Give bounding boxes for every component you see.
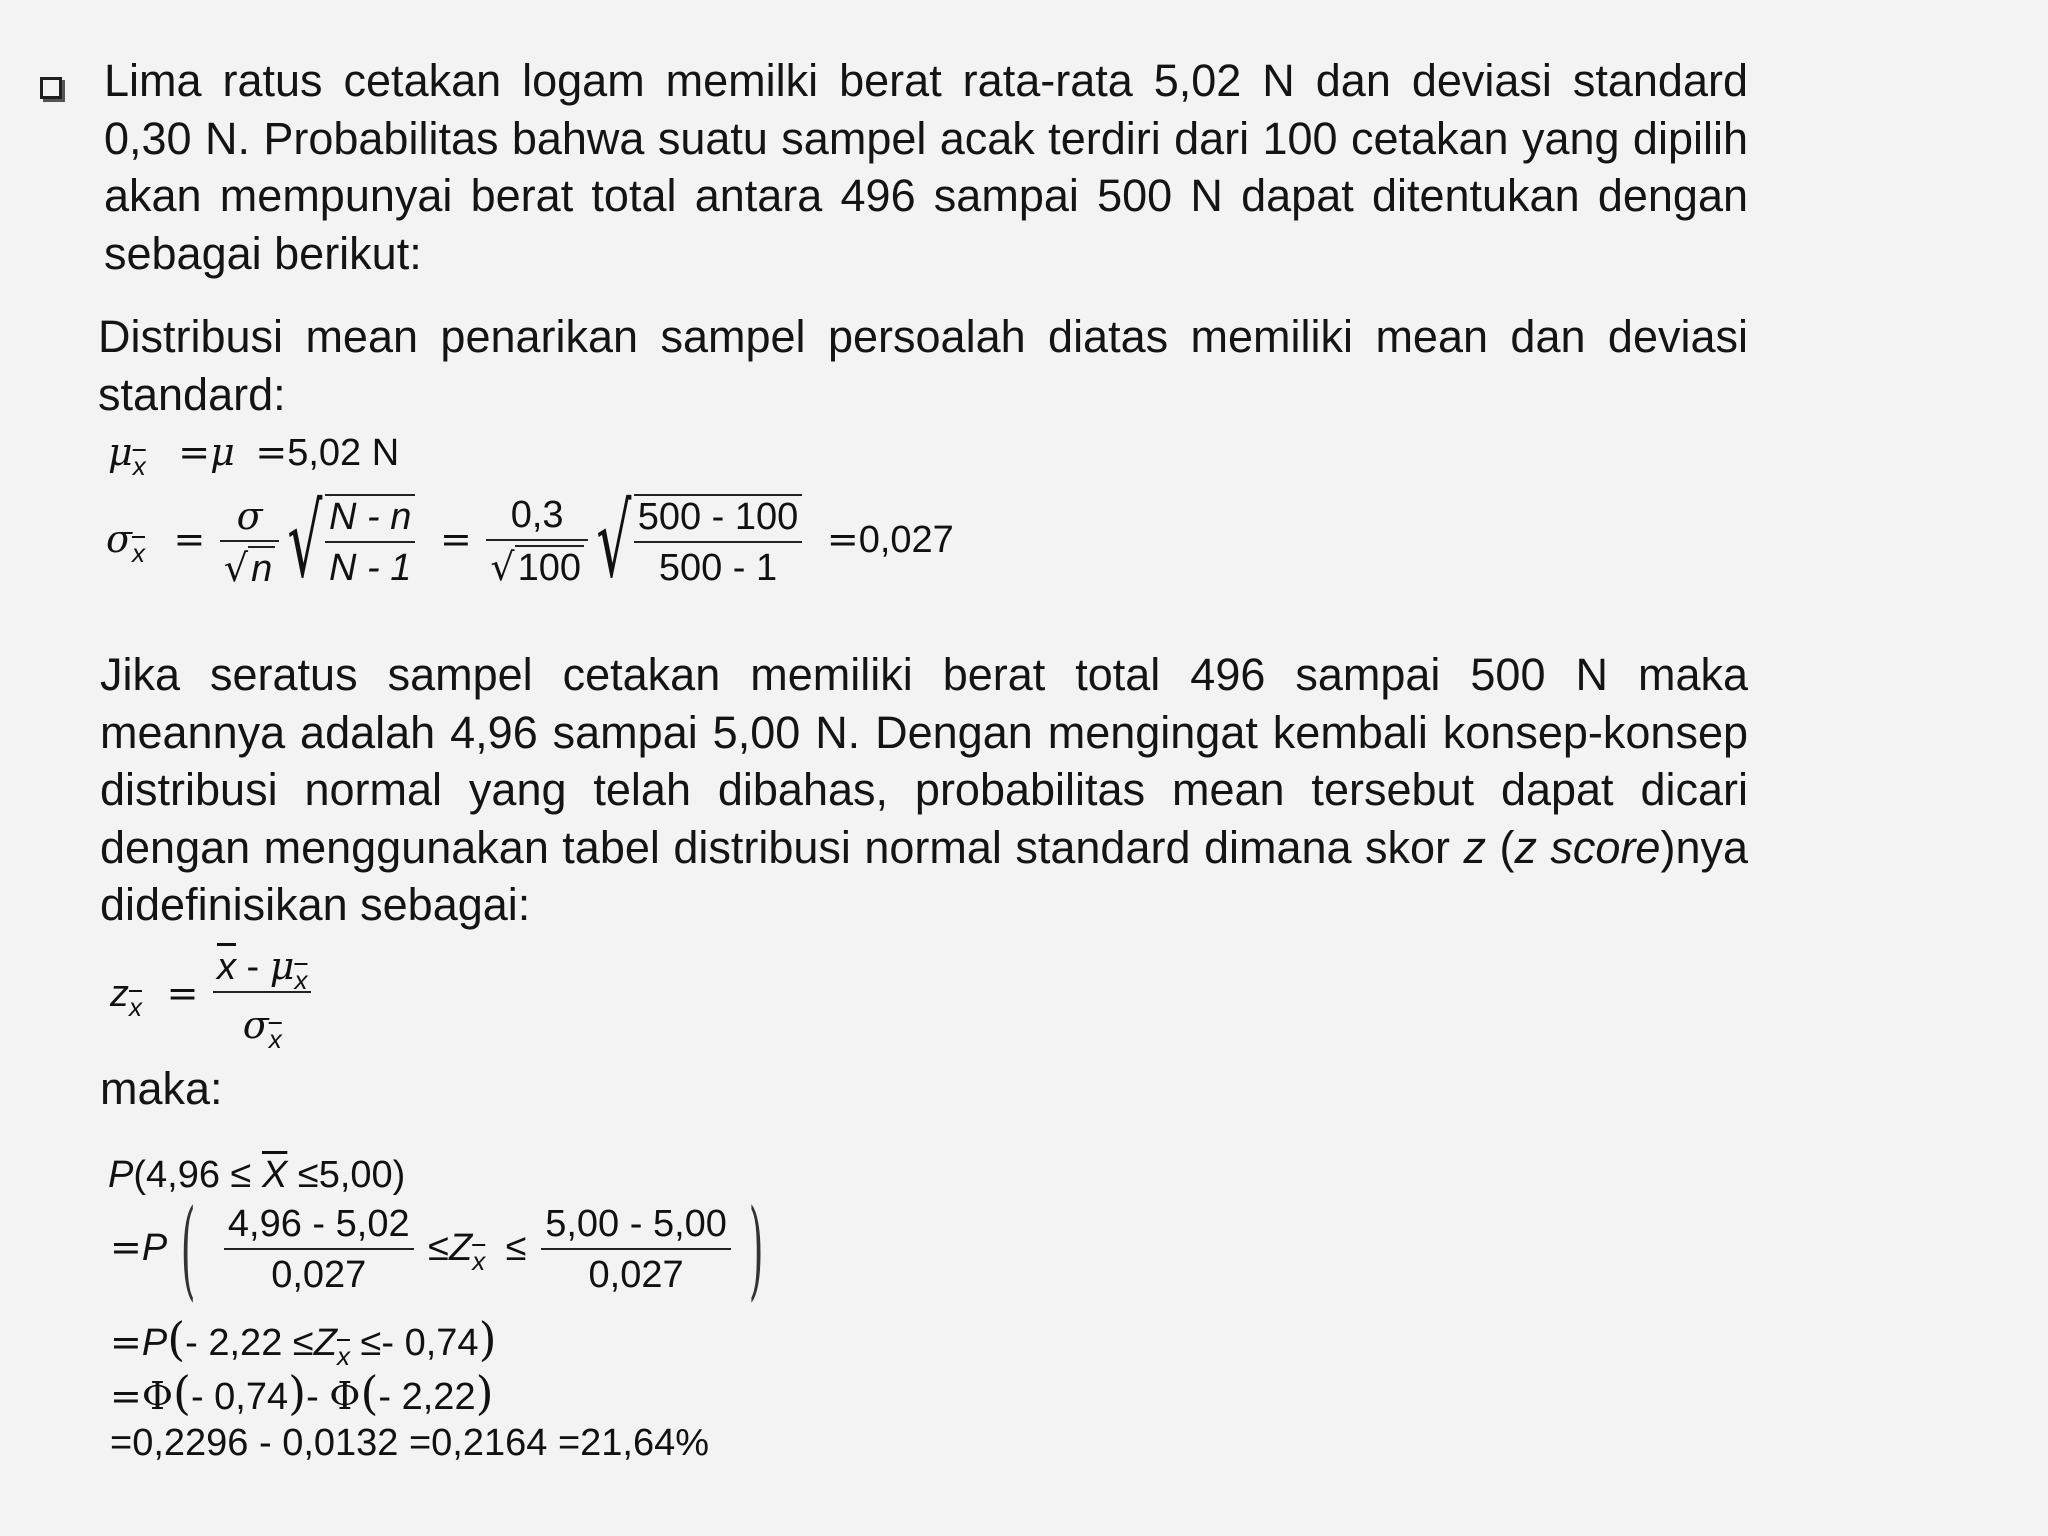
phi-symbol-2: Φ [329, 1374, 361, 1418]
probability-line-4 [110, 1366, 494, 1420]
radical-icon: √ [490, 545, 515, 589]
z-subscript: x [129, 992, 142, 1023]
paragraph-text-end: )nya didefinisikan sebagai: [100, 821, 1748, 930]
probability-line-5: =0,2296 - 0,0132 =0,2164 =21,64% [110, 1422, 710, 1464]
z-score-italic: z score [1514, 821, 1661, 873]
fraction-numerator: 4,96 - 5,02 [224, 1203, 414, 1250]
fraction-denominator: n [248, 546, 275, 591]
sigma-symbol: σ [106, 517, 132, 562]
fraction-finite-correction [325, 496, 415, 590]
mean-value: 5,02 N [287, 432, 400, 474]
mu-symbol: μ [269, 944, 295, 988]
p-symbol: P [141, 1322, 168, 1364]
expr-part: - 2,22 ≤ [185, 1322, 314, 1364]
fraction-numerator: 5,00 - 5,00 [541, 1203, 731, 1250]
equals-sign-2: = [439, 517, 472, 562]
phi-symbol: Φ [141, 1374, 173, 1418]
fraction-numerator: σ [220, 494, 279, 542]
leq-sign: ≤ [428, 1227, 450, 1270]
close-paren: ) [478, 1312, 497, 1366]
fraction-numerator: 500 - 100 [634, 496, 803, 543]
sigma-subscript: x [268, 1024, 282, 1054]
mu-subscript: x [132, 451, 146, 481]
equals-sign: = [110, 1320, 142, 1364]
maka-label: maka: [100, 1063, 223, 1114]
z-fraction [213, 944, 311, 1054]
radical-icon: √ [223, 545, 249, 590]
equals-sign: = [173, 517, 206, 562]
intro-paragraph: Lima ratus cetakan logam memilki berat rata-rata 5,02 N dan deviasi standard 0,30 N. Probabilitas bahwa suatu sampel acak terdiri dari 100 cetakan yang dipilih akan mempunyai berat total antara 496 sampai 500 N dapat ditentukan dengan sebagai berikut: [104, 55, 1748, 279]
fraction-correction-values [634, 496, 803, 590]
close-paren: ) [288, 1366, 307, 1420]
phi-arg-1: - 0,74 [190, 1376, 289, 1418]
left-paren-icon: ( [180, 1187, 196, 1312]
upper-bound-fraction [541, 1203, 731, 1297]
x-bar: $\overline{x}$ [216, 946, 236, 988]
equation-standard-deviation [106, 483, 954, 600]
fraction-sigma-over-root-n [220, 494, 279, 591]
z-italic: z [1463, 821, 1486, 873]
open-paren: ( [167, 1312, 186, 1366]
z-subscript: x [472, 1246, 486, 1277]
equals-sign: = [110, 1225, 142, 1270]
open-paren: ( [173, 1366, 191, 1420]
close-paren-2: ) [475, 1366, 494, 1420]
open-paren-2: ( [360, 1366, 379, 1420]
mu-symbol: μ [108, 430, 133, 474]
expr-part-2: ≤- 0,74 [349, 1322, 479, 1364]
probability-line-2 [110, 1187, 777, 1312]
big-radical-icon: √ [287, 483, 323, 600]
bullet-square-icon [40, 77, 62, 99]
lower-bound-fraction [224, 1203, 414, 1297]
sigma-symbol: σ [242, 1003, 269, 1047]
p-symbol: P [108, 1154, 134, 1196]
equals-sign: = [166, 971, 199, 1016]
equals-sign-2: = [255, 430, 288, 474]
equals-sign: = [178, 430, 211, 474]
sigma-result: 0,027 [858, 519, 954, 562]
sigma-subscript: x [131, 538, 145, 569]
fraction-denominator: 0,027 [271, 1254, 367, 1296]
right-paren-icon: ) [748, 1187, 764, 1312]
fraction-numerator: N - n [325, 496, 415, 543]
mu-subscript: x [294, 965, 308, 995]
fraction-denominator: 100 [515, 545, 584, 590]
fraction-values [486, 494, 588, 590]
z-symbol: Z [449, 1227, 473, 1270]
fraction-denominator: 0,027 [588, 1254, 684, 1296]
fraction-numerator: 0,3 [486, 494, 588, 541]
mu-symbol-2: μ [210, 430, 235, 474]
fraction-denominator: N - 1 [329, 547, 412, 589]
leq-sign-2: ≤ [505, 1227, 527, 1270]
fraction-denominator: 500 - 1 [658, 547, 778, 589]
minus-sign: - [235, 946, 270, 988]
probability-line-3 [110, 1312, 497, 1371]
p-symbol: P [141, 1227, 168, 1270]
z-symbol: Z [313, 1322, 337, 1364]
probability-line-1 [108, 1154, 405, 1197]
expr-part-2: ≤5,00) [287, 1154, 406, 1196]
paragraph-text: Jika seratus sampel cetakan memiliki berat total 496 sampai 500 N maka meannya adalah 4,96 sampai 5,00 N. Dengan mengingat kembali konsep-konsep distribusi normal yang telah dibahas, probabilitas mean tersebut dapat dicari dengan menggunakan tabel distribusi normal standard dimana skor [100, 649, 1748, 873]
distribution-paragraph: Distribusi mean penarikan sampel persoalah diatas memiliki mean dan deviasi standard: [98, 311, 1748, 420]
z-symbol: z [110, 973, 129, 1016]
phi-arg-2: - 2,22 [378, 1376, 476, 1418]
equals-sign: = [110, 1374, 142, 1418]
equation-mean [108, 430, 400, 481]
x-bar: $\overline{X}$ [261, 1154, 288, 1196]
z-score-paragraph [100, 646, 1748, 934]
equation-z-score [110, 944, 315, 1054]
equals-sign-3: = [826, 517, 859, 562]
big-radical-icon: √ [596, 483, 632, 600]
open-paren: ( [1486, 821, 1515, 873]
expr-part: (4,96 ≤ [133, 1154, 262, 1196]
z-subscript: x [336, 1341, 350, 1371]
minus-sign: - [306, 1376, 330, 1418]
